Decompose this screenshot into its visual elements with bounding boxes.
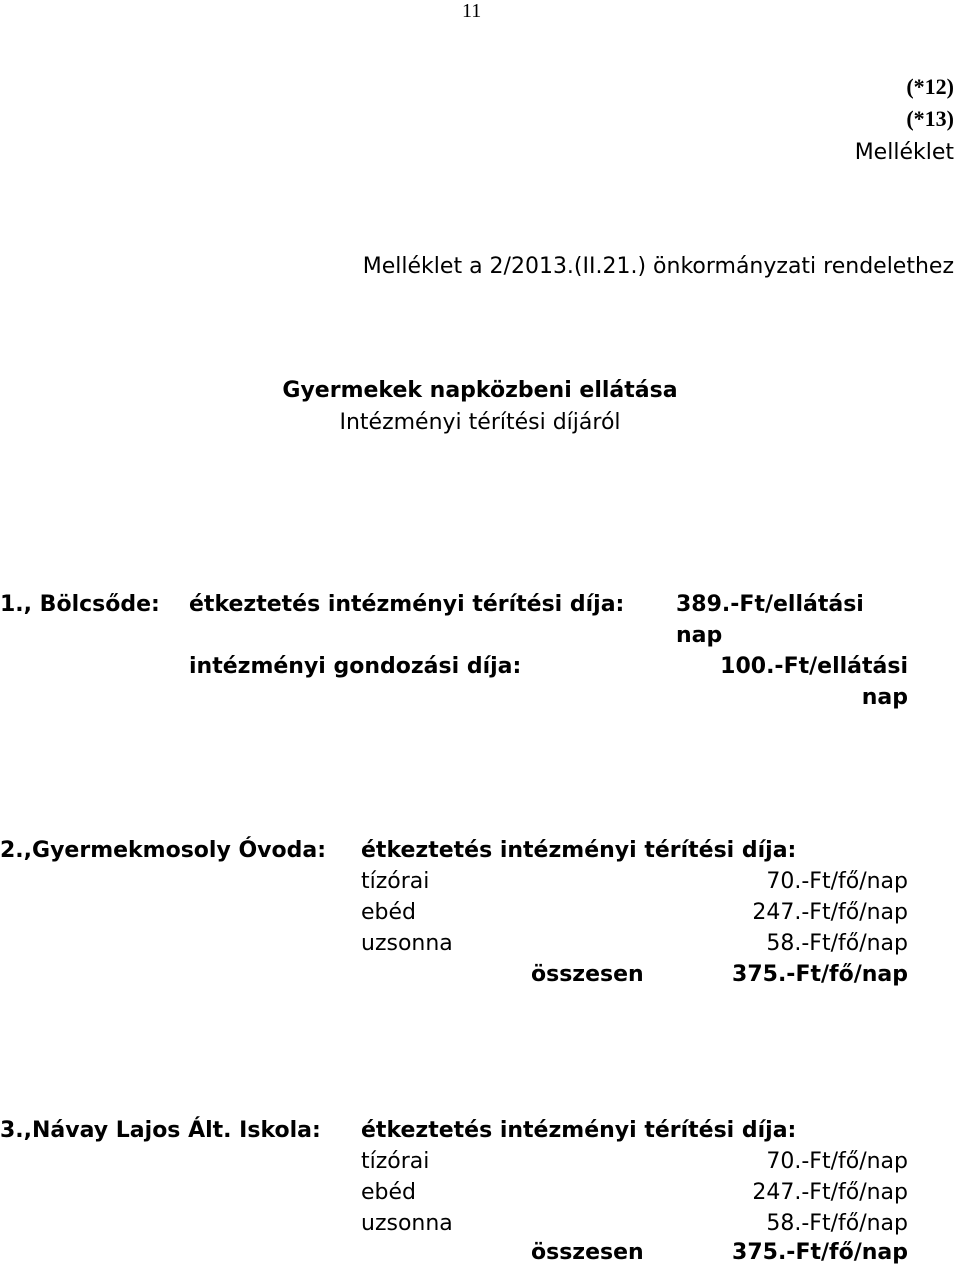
section2-total-value: 375.-Ft/fő/nap — [732, 962, 908, 987]
section1-meal-fee-unit: nap — [676, 623, 723, 648]
section1-care-fee-label: intézményi gondozási díja: — [189, 654, 522, 679]
section3-item-price: 70.-Ft/fő/nap — [766, 1149, 908, 1174]
annex-label: Melléklet — [854, 140, 954, 165]
section3-item-price: 247.-Ft/fő/nap — [752, 1180, 908, 1205]
section2-item-name: tízórai — [361, 869, 430, 894]
section2-item-price: 70.-Ft/fő/nap — [766, 869, 908, 894]
regulation-subtitle: Melléklet a 2/2013.(II.21.) önkormányzati rendelethez — [362, 254, 954, 279]
section3-heading: étkeztetés intézményi térítési díja: — [361, 1118, 797, 1143]
section1-meal-fee-value: 389.-Ft/ellátási — [676, 592, 864, 617]
section3-total-label: összesen — [531, 1240, 644, 1265]
section3-item-price: 58.-Ft/fő/nap — [766, 1211, 908, 1236]
section3-label: 3.,Návay Lajos Ált. Iskola: — [0, 1118, 321, 1143]
section2-item-name: uzsonna — [361, 931, 453, 956]
section1-care-fee-unit: nap — [861, 685, 908, 710]
section1-meal-fee-label: étkeztetés intézményi térítési díja: — [189, 592, 625, 617]
section1-label: 1., Bölcsőde: — [0, 592, 160, 617]
page-number: 11 — [462, 0, 482, 22]
reference-13: (*13) — [906, 106, 954, 131]
section2-item-name: ebéd — [361, 900, 416, 925]
section2-item-price: 247.-Ft/fő/nap — [752, 900, 908, 925]
section3-total-value: 375.-Ft/fő/nap — [732, 1240, 908, 1265]
section3-item-name: tízórai — [361, 1149, 430, 1174]
section3-item-name: ebéd — [361, 1180, 416, 1205]
section2-item-price: 58.-Ft/fő/nap — [766, 931, 908, 956]
document-title: Gyermekek napközbeni ellátása — [282, 378, 678, 403]
section1-care-fee-value: 100.-Ft/ellátási — [720, 654, 908, 679]
document-subtitle: Intézményi térítési díjáról — [339, 410, 621, 435]
section2-label: 2.,Gyermekmosoly Óvoda: — [0, 838, 327, 863]
reference-12: (*12) — [906, 74, 954, 99]
section3-item-name: uzsonna — [361, 1211, 453, 1236]
section2-total-label: összesen — [531, 962, 644, 987]
section2-heading: étkeztetés intézményi térítési díja: — [361, 838, 797, 863]
